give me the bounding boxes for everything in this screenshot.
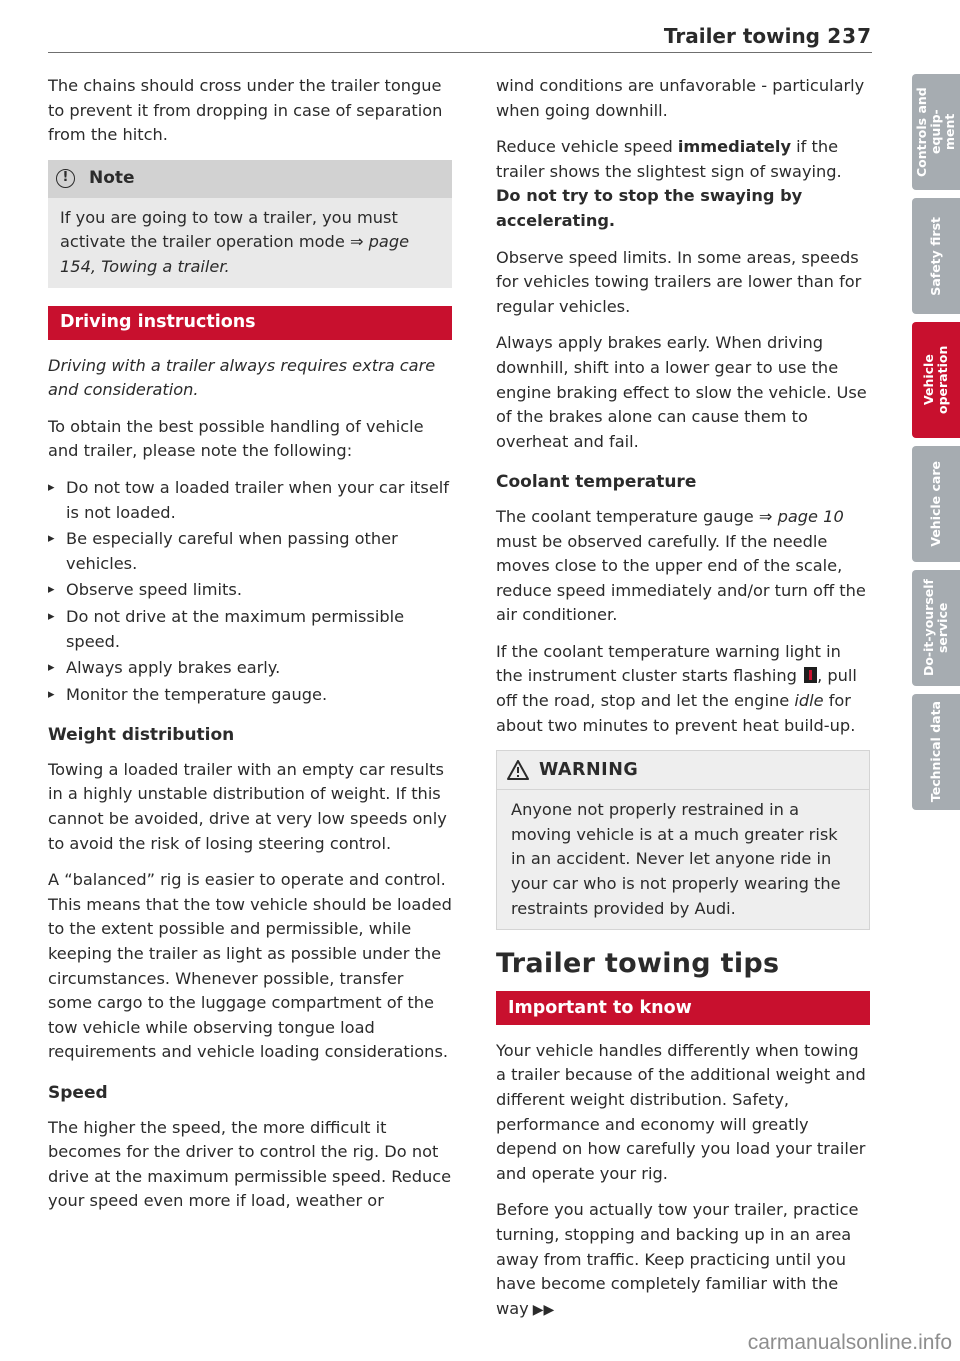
- paragraph: [496, 505, 870, 628]
- text-run: Reduce vehicle speed: [496, 137, 678, 157]
- tab-label: Do-it-yourself service: [921, 579, 950, 677]
- warning-triangle-icon: [507, 760, 529, 780]
- left-column: [48, 74, 452, 1226]
- text-run: must be observed carefully. If the needle moves close to the upper end of the scale, reduce speed immediately and/or turn off the air conditioner.: [496, 531, 866, 625]
- tab-label: Vehicle care: [928, 461, 943, 547]
- list-item: ▸ Observe speed limits.: [48, 578, 452, 603]
- tab-vehicle-operation[interactable]: [912, 322, 960, 438]
- tab-label: Controls and equip- ment: [914, 87, 957, 177]
- list-item: ▸ Be especially careful when passing other vehicles.: [48, 527, 452, 576]
- chapter-tabs: [912, 74, 960, 818]
- text-run: If the coolant temperature warning light in the instrument cluster starts flashing: [496, 641, 841, 686]
- right-column: [496, 74, 870, 1334]
- paragraph: Towing a loaded trailer with an empty car results in a highly unstable distribution of weight. If this cannot be avoided, drive at very low speeds only to avoid the risk of losing steering control.: [48, 759, 447, 853]
- tab-technical-data[interactable]: [912, 694, 960, 810]
- note-header: [48, 160, 452, 198]
- emphasis-text: Do not try to stop the swaying by accelerating.: [496, 186, 803, 230]
- emphasis-text: immediately: [677, 137, 792, 157]
- paragraph: The higher the speed, the more difficult it becomes for the driver to control the rig. Do not drive at the maximum permissible speed. Reduce your speed even more if load, weather or: [48, 1117, 452, 1211]
- paragraph: Your vehicle handles differently when towing a trailer because of the additional weight and different weight distribution. Safety, performance and economy will greatly depend on how carefully you load your trailer and operate your rig.: [496, 1040, 866, 1183]
- warning-title: WARNING: [539, 759, 639, 780]
- intro-text: Driving with a trailer always requires extra care and consideration.: [48, 355, 436, 400]
- tab-do-it-yourself-service[interactable]: [912, 570, 960, 686]
- subheading-speed: Speed: [48, 1083, 108, 1103]
- warning-text: Anyone not properly restrained in a moving vehicle is at a much greater risk in an accident. Never let anyone ride in your car who is not properly wearing the restraints provided by Audi.: [511, 800, 841, 918]
- list-item: ▸ Always apply brakes early.: [48, 656, 452, 681]
- section-bar-driving-instructions: Driving instructions: [48, 306, 452, 340]
- note-body: [48, 198, 452, 288]
- text-run: The coolant temperature gauge: [496, 506, 759, 526]
- continue-arrow-icon: ▶▶: [532, 1301, 555, 1318]
- page-number: 237: [827, 24, 872, 48]
- note-page-link[interactable]: ⇒ page 154, Towing a trailer.: [60, 232, 410, 276]
- text-run: Before you actually tow your trailer, practice turning, stopping and backing up in an area away from traffic. Keep practicing until you have become completely familiar with the way: [496, 1200, 859, 1318]
- paragraph: [496, 640, 870, 738]
- note-box: [48, 160, 452, 288]
- paragraph: [496, 1198, 870, 1322]
- paragraph: A “balanced” rig is easier to operate and control. This means that the tow vehicle should be loaded to the extent possible and permissible, while keeping the trailer as light as possible under the circumstances. Whenever possible, transfer some cargo to the luggage compartment of the tow vehicle while observing tongue load requirements and vehicle loading considerations.: [48, 870, 452, 1062]
- tab-safety-first[interactable]: [912, 198, 960, 314]
- paragraph: Observe speed limits. In some areas, speeds for vehicles towing trailers are lower than for regular vehicles.: [496, 247, 862, 316]
- heading-trailer-towing-tips: Trailer towing tips: [496, 948, 780, 980]
- subheading-coolant-temperature: Coolant temperature: [496, 472, 697, 493]
- paragraph: [496, 135, 870, 233]
- tab-label: Safety first: [928, 216, 943, 296]
- list-item: ▸ Do not tow a loaded trailer when your car itself is not loaded.: [48, 476, 452, 525]
- section-bar-important-to-know: Important to know: [496, 991, 870, 1025]
- list-item: ▸ Monitor the temperature gauge.: [48, 683, 452, 708]
- paragraph: Always apply brakes early. When driving downhill, shift into a lower gear to use the engine braking effect to slow the vehicle. Use of the brakes alone can cause them to overheat and fail.: [496, 333, 867, 451]
- warning-header: [497, 751, 869, 790]
- watermark: carmanualsonline.info: [747, 1331, 952, 1354]
- note-title: Note: [89, 168, 135, 189]
- page-link[interactable]: ⇒ page 10: [758, 506, 844, 526]
- paragraph: The chains should cross under the trailer tongue to prevent it from dropping in case of separation from the hitch.: [48, 76, 443, 145]
- coolant-warning-light-icon: [804, 667, 817, 683]
- info-circle-icon: !: [56, 169, 75, 188]
- text-run: for about two minutes to prevent heat build-up.: [496, 691, 856, 735]
- text-run: , pull off the road, stop and let the engine: [496, 666, 857, 711]
- paragraph: To obtain the best possible handling of vehicle and trailer, please note the following:: [48, 416, 424, 461]
- tab-vehicle-care[interactable]: [912, 446, 960, 562]
- tab-label: Technical data: [928, 701, 943, 803]
- warning-box: [496, 750, 870, 930]
- tab-controls-and-equipment[interactable]: [912, 74, 960, 190]
- tab-label: Vehicle operation: [921, 345, 950, 415]
- header-title: Trailer towing: [663, 24, 820, 48]
- page-header: [48, 22, 872, 53]
- bullet-list: [48, 476, 452, 707]
- note-text: If you are going to tow a trailer, you must activate the trailer operation mode: [60, 207, 398, 252]
- list-item: ▸ Do not drive at the maximum permissible speed.: [48, 605, 452, 654]
- emphasis-text: idle: [794, 691, 824, 711]
- subheading-weight-distribution: Weight distribution: [48, 725, 235, 746]
- text-run: if the trailer shows the slightest sign of swaying.: [496, 137, 842, 181]
- paragraph: wind conditions are unfavorable - particularly when going downhill.: [496, 76, 865, 120]
